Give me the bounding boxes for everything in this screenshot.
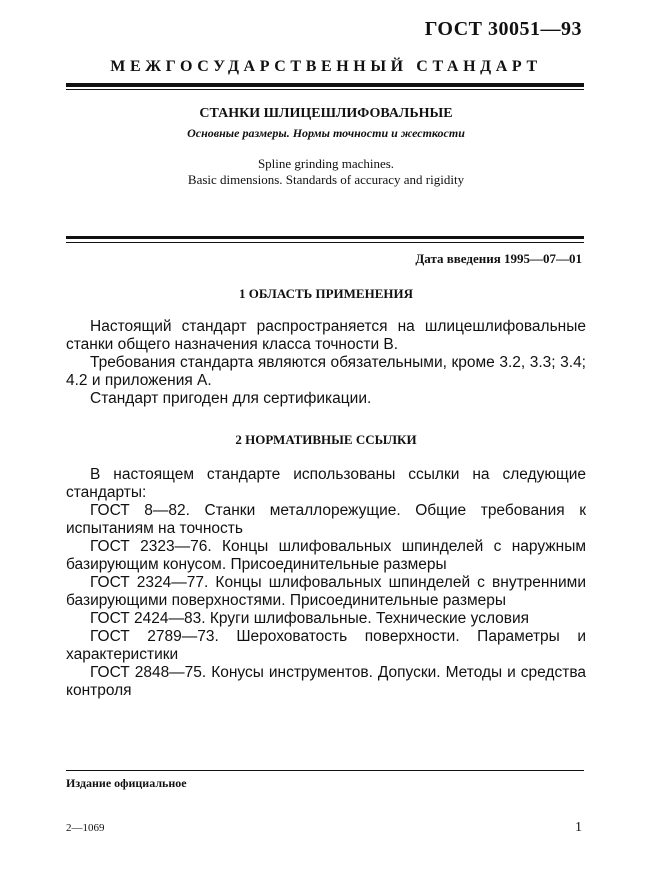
- reference-item: ГОСТ 8—82. Станки металлорежущие. Общие требования к испытаниям на точность: [66, 502, 586, 537]
- publication-number: 2—1069: [66, 822, 105, 834]
- reference-item: ГОСТ 2789—73. Шероховатость поверхности. Параметры и характеристики: [66, 628, 586, 663]
- reference-item: ГОСТ 2323—76. Концы шлифовальных шпинделей с наружным базирующим конусом. Присоединительные размеры: [66, 538, 586, 573]
- page-number: 1: [575, 820, 582, 835]
- section-2-intro: В настоящем стандарте использованы ссылки на следующие стандарты:: [66, 466, 586, 501]
- section-1-body: [66, 318, 586, 408]
- gost-number: ГОСТ 30051—93: [424, 18, 582, 40]
- header-rule-thin: [66, 89, 584, 90]
- section-1-paragraph: Настоящий стандарт распространяется на шлицешлифовальные станки общего назначения класса точности В.: [66, 318, 586, 353]
- reference-item: ГОСТ 2324—77. Концы шлифовальных шпинделей с внутренними базирующими поверхностями. Присоединительные размеры: [66, 574, 586, 609]
- title-rule-thick: [66, 236, 584, 239]
- english-subtitle: Basic dimensions. Standards of accuracy and rigidity: [187, 172, 465, 187]
- english-title: Spline grinding machines.: [257, 156, 395, 171]
- section-2-body: [66, 466, 586, 700]
- header-rule-thick: [66, 83, 584, 87]
- title-rule-thin: [66, 242, 584, 243]
- official-edition-label: Издание официальное: [66, 776, 187, 790]
- document-title: СТАНКИ ШЛИЦЕШЛИФОВАЛЬНЫЕ: [199, 106, 453, 121]
- section-1-heading: 1 ОБЛАСТЬ ПРИМЕНЕНИЯ: [239, 286, 413, 301]
- reference-item: ГОСТ 2424—83. Круги шлифовальные. Технические условия: [90, 610, 530, 627]
- section-2-heading: 2 НОРМАТИВНЫЕ ССЫЛКИ: [235, 432, 417, 447]
- document-subtitle: Основные размеры. Нормы точности и жесткости: [187, 126, 465, 140]
- introduction-date: Дата введения 1995—07—01: [415, 251, 582, 266]
- section-1-paragraph: Стандарт пригоден для сертификации.: [90, 390, 372, 407]
- section-1-paragraph: Требования стандарта являются обязательными, кроме 3.2, 3.3; 3.4; 4.2 и приложения А.: [66, 354, 586, 389]
- interstate-standard-heading: МЕЖГОСУДАРСТВЕННЫЙ СТАНДАРТ: [110, 58, 542, 75]
- reference-item: ГОСТ 2848—75. Конусы инструментов. Допуски. Методы и средства контроля: [66, 664, 586, 699]
- footer-rule: [66, 770, 584, 771]
